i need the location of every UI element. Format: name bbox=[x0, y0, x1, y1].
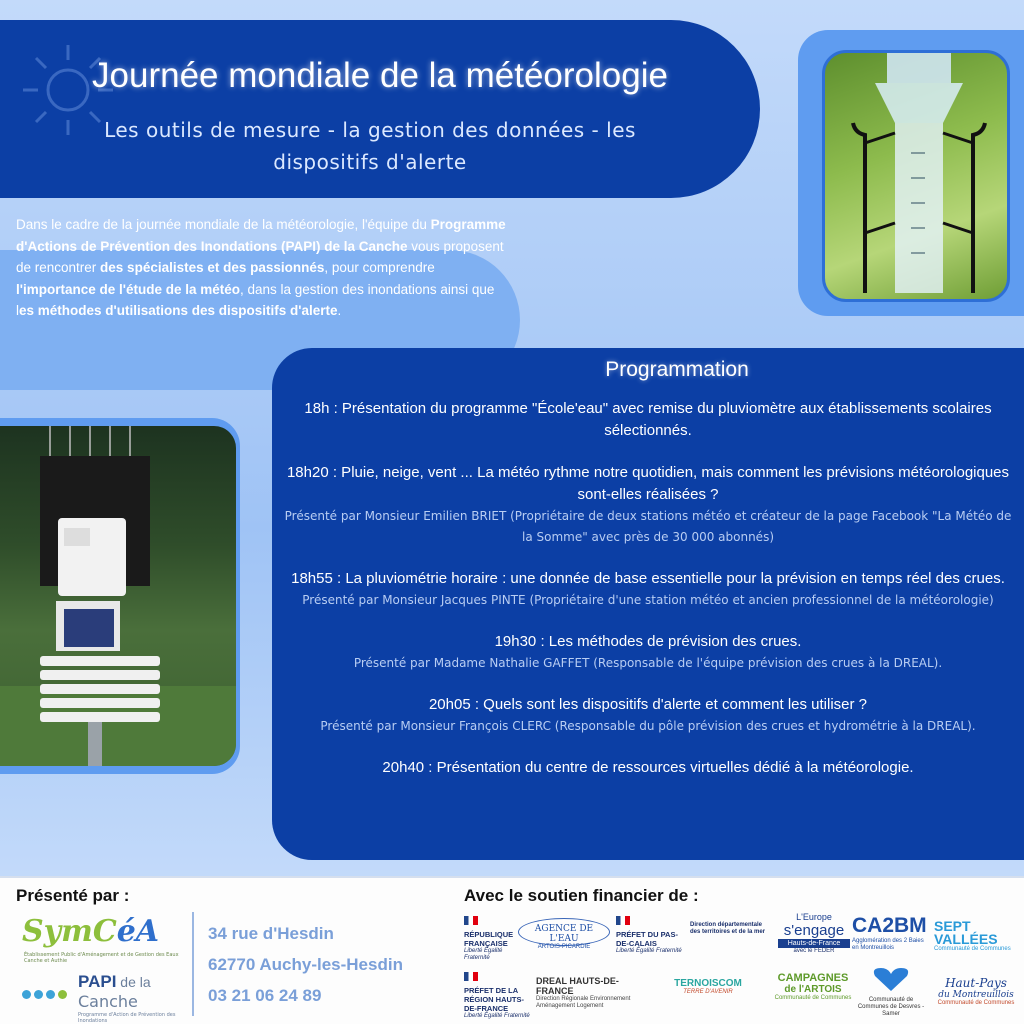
symcea-logo-subtitle: Établissement Public d'Aménagement et de Gestion des Eaux Canche et Authie bbox=[24, 952, 179, 964]
programme-item bbox=[282, 398, 1014, 442]
programme-item-speaker: Présenté par Monsieur Jacques PINTE (Propriétaire d'une station météo et ancien professionnel de la météorologie) bbox=[302, 593, 994, 607]
address-block bbox=[208, 918, 403, 1011]
sponsor-prefet-region: PRÉFET DE LA RÉGION HAUTS-DE-FRANCE Liberté Égalité Fraternité bbox=[464, 968, 530, 1020]
sponsor-haut-pays-montreuillois: Haut-Pays du Montreuillois Communauté de Communes bbox=[937, 976, 1015, 1006]
sponsor-ca2bm: CA2BM Agglomération des 2 Baies en Montreuillois bbox=[852, 914, 927, 951]
papi-logo bbox=[22, 972, 192, 1024]
programme-item-title: 20h05 : Quels sont les dispositifs d'alerte et comment les utiliser ? bbox=[428, 696, 868, 713]
footer-funding-label: Avec le soutien financier de : bbox=[464, 886, 699, 905]
page-subtitle: Les outils de mesure - la gestion des données - les dispositifs d'alerte bbox=[104, 118, 636, 174]
sponsor-agence-de-l-eau: AGENCE DE L'EAU ARTOIS-PICARDIE bbox=[518, 918, 610, 946]
address-city: 62770 Auchy-les-Hesdin bbox=[208, 955, 403, 974]
programme-item-title: 19h30 : Les méthodes de prévision des crues. bbox=[494, 633, 802, 650]
papi-logo-title: PAPI de la bbox=[78, 972, 151, 991]
phone-number: 03 21 06 24 89 bbox=[208, 986, 322, 1005]
weather-station-photo bbox=[0, 426, 236, 766]
sponsor-ternoiscom: TERNOISCOM TERRE D'AVENIR bbox=[674, 978, 742, 995]
sponsor-europe: L'Europe s'engage Hauts-de-France avec le FEDER bbox=[778, 912, 850, 955]
page-title: Journée mondiale de la météorologie bbox=[92, 56, 668, 95]
symcea-logo-part: éA bbox=[116, 914, 160, 949]
programme-item bbox=[282, 462, 1014, 548]
programme-item bbox=[282, 631, 1014, 674]
papi-dot-icon bbox=[46, 990, 55, 999]
sponsor-campagnes-artois: CAMPAGNES de l'ARTOIS Communauté de Communes bbox=[774, 972, 852, 1001]
programme-title: Programmation bbox=[605, 358, 749, 381]
footer-presented-by: Présenté par : bbox=[16, 886, 130, 905]
programme-item-title: 20h40 : Présentation du centre de ressources virtuelles dédié à la météorologie. bbox=[382, 759, 914, 776]
french-flag-icon bbox=[616, 916, 630, 925]
programme-item bbox=[282, 757, 1014, 779]
papi-dot-icon bbox=[22, 990, 31, 999]
intro-text: Dans le cadre de la journée mondiale de la météorologie, l'équipe du Programme d'Actions de Prévention des Inondations (PAPI) de la Canche vous proposent de rencontrer des spécialistes et des passionnés, pour comprendre l'importance de l'étude de la météo, dans la gestion des inondations ainsi que les méthodes d'utilisations des dispositifs d'alerte. bbox=[16, 217, 506, 318]
papi-logo-canche: Canche bbox=[78, 992, 138, 1011]
symcea-logo-part: SymC bbox=[22, 914, 117, 949]
programme-item-title: 18h55 : La pluviométrie horaire : une donnée de base essentielle pour la prévision en temps réel des crues. bbox=[291, 570, 1005, 587]
sponsor-sept-vallees: SEPT VALLÉES Communauté de Communes bbox=[934, 918, 1011, 952]
footer-divider bbox=[192, 912, 194, 1016]
papi-dot-icon bbox=[34, 990, 43, 999]
papi-logo-subtitle: Programme d'Action de Prévention des Inondations bbox=[78, 1012, 176, 1024]
programme-item-title: 18h : Présentation du programme "École'eau" avec remise du pluviomètre aux établissements scolaires sélectionnés. bbox=[304, 400, 992, 439]
symcea-logo bbox=[22, 914, 159, 949]
address-street: 34 rue d'Hesdin bbox=[208, 924, 334, 943]
french-flag-icon bbox=[464, 972, 478, 981]
heart-icon bbox=[871, 966, 911, 992]
programme-item-speaker: Présenté par Monsieur Emilien BRIET (Propriétaire de deux stations météo et créateur de la page Facebook "La Météo de la Somme" avec près de 30 000 abonnés) bbox=[284, 509, 1012, 544]
rain-gauge-photo bbox=[822, 50, 1010, 302]
programme-item-title: 18h20 : Pluie, neige, vent ... La météo rythme notre quotidien, mais comment les prévisions météorologiques sont-elles réalisées ? bbox=[286, 464, 1010, 503]
programme-item bbox=[282, 694, 1014, 737]
programme-item bbox=[282, 568, 1014, 611]
sponsor-desvres-samer: Communauté de Communes de Desvres - Samer bbox=[856, 966, 926, 1018]
sponsor-ddtm: Direction départementale des territoires et de la mer bbox=[690, 922, 766, 935]
sponsor-prefet-pas-de-calais: PRÉFET DU PAS-DE-CALAIS Liberté Égalité Fraternité bbox=[616, 912, 688, 955]
sponsor-dreal: DREAL HAUTS-DE-FRANCE Direction Régionale Environnement Aménagement Logement bbox=[536, 976, 631, 1009]
programme-item-speaker: Présenté par Madame Nathalie GAFFET (Responsable de l'équipe prévision des crues à la DREAL). bbox=[353, 656, 943, 670]
papi-dot-icon bbox=[58, 990, 67, 999]
programme-item-speaker: Présenté par Monsieur François CLERC (Responsable du pôle prévision des crues et hydrométrie à la DREAL). bbox=[320, 719, 976, 733]
programme-list bbox=[282, 398, 1014, 799]
sponsor-republique-francaise: RÉPUBLIQUE FRANÇAISE Liberté Égalité Fraternité bbox=[464, 912, 520, 962]
french-flag-icon bbox=[464, 916, 478, 925]
